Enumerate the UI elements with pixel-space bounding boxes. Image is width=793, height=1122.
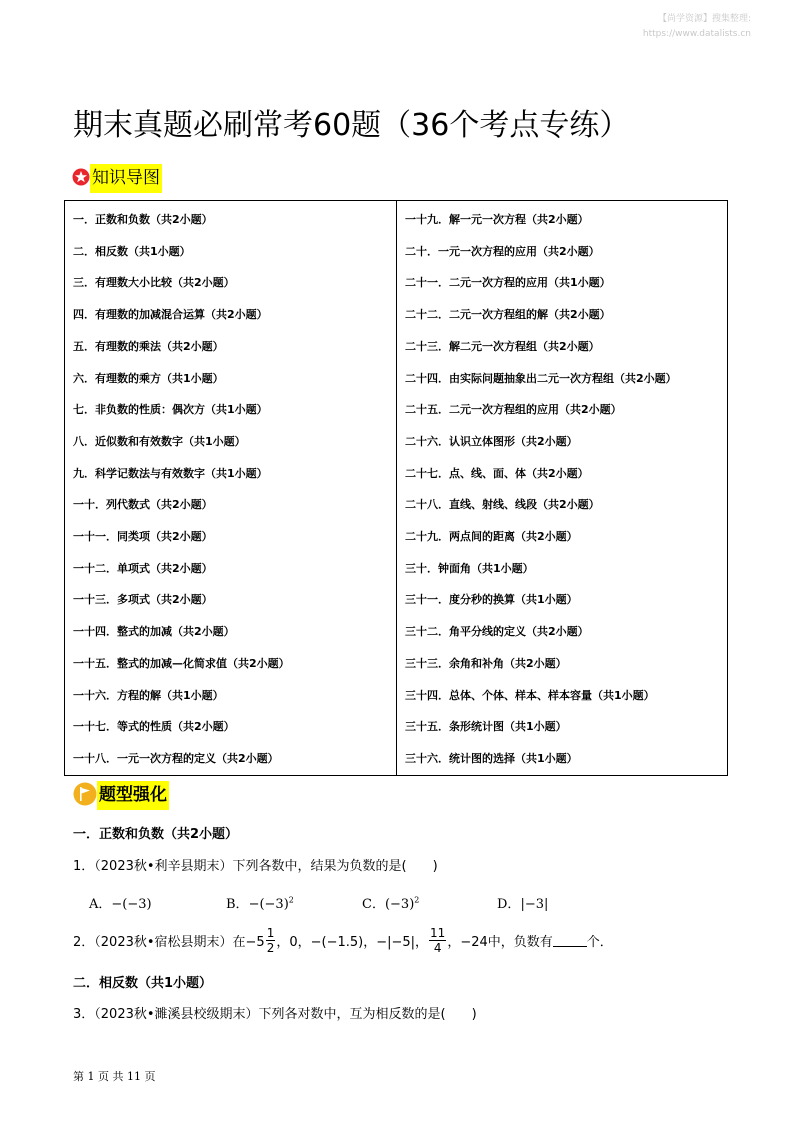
toc-item: 九．科学记数法与有效数字（共1小题） [73,466,268,480]
toc-item: 三十五．条形统计图（共1小题） [405,720,567,734]
toc-item: 三十三．余角和补角（共2小题） [405,656,567,670]
q2-text: ，0，−(−1.5)，−|−5|， [276,935,429,950]
q1-option-b [226,893,294,912]
page-footer: 第 1 页 共 11 页 [73,1070,156,1083]
denominator: 2 [266,941,275,955]
toc-item: 四．有理数的加减混合运算（共2小题） [73,308,268,322]
q1-option-a [89,893,152,912]
fraction [429,926,446,955]
option-label: C． [362,897,385,912]
toc-item: 二十七．点、线、面、体（共2小题） [405,466,589,480]
answer-blank [553,934,587,947]
watermark-line-1: 【尚学资源】搜集整理: [657,14,751,24]
toc-item: 一十一．同类项（共2小题） [73,530,213,544]
toc-item: 一十三．多项式（共2小题） [73,593,213,607]
option-value: (−3) [384,897,415,912]
toc-item: 三十二．角平分线的定义（共2小题） [405,625,589,639]
toc-column-right [397,201,728,776]
option-label: D． [497,897,521,912]
denominator: 4 [433,941,442,955]
toc-item: 一十五．整式的加减—化简求值（共2小题） [73,656,290,670]
toc-item: 二十八．直线、射线、线段（共2小题） [405,498,600,512]
toc-item: 一．正数和负数（共2小题） [73,213,213,226]
toc-item: 二．相反数（共1小题） [73,244,191,258]
q2-text: ，−24中，负数有 [447,935,553,950]
watermark [591,12,751,42]
toc-item: 二十五．二元一次方程组的应用（共2小题） [405,403,622,417]
practice-label: 题型强化 [97,781,169,810]
option-label: B． [226,897,249,912]
watermark-line-2: https://www.datalists.cn [642,29,751,39]
option-value: −(−3) [248,897,289,912]
toc-item: 一十八．一元一次方程的定义（共2小题） [73,751,279,765]
toc-item: 三十四．总体、个体、样本、样本容量（共1小题） [405,688,655,702]
page-title: 期末真题必刷常考60题（36个考点专练） [73,108,630,143]
toc-item: 二十一．二元一次方程的应用（共1小题） [405,276,611,290]
toc-item: 一十九．解一元一次方程（共2小题） [405,213,589,226]
flag-badge-icon [73,782,97,810]
fraction [266,926,276,955]
option-value: −(−3) [111,897,152,912]
toc-item: 二十四．由实际问题抽象出二元一次方程组（共2小题） [405,371,677,385]
toc-item: 一十六．方程的解（共1小题） [73,688,224,702]
q2-text: 个． [586,935,613,950]
question-2 [73,926,613,955]
numerator: 1 [266,926,275,940]
question-section-2: 二．相反数（共1小题） [73,976,213,991]
q2-text: 2．（2023秋•宿松县期末）在−5 [73,935,265,950]
toc-item: 八．近似数和有效数字（共1小题） [73,434,246,448]
question-3: 3．（2023秋•濉溪县校级期末）下列各对数中，互为相反数的是( ) [73,1007,477,1022]
toc-item: 七．非负数的性质：偶次方（共1小题） [73,403,268,417]
exponent: 2 [414,895,420,905]
toc-item: 三十一．度分秒的换算（共1小题） [405,593,578,607]
toc-item: 二十九．两点间的距离（共2小题） [405,530,578,544]
toc-item: 三．有理数大小比较（共2小题） [73,276,235,290]
toc-item: 二十二．二元一次方程组的解（共2小题） [405,308,611,322]
toc-item: 二十六．认识立体图形（共2小题） [405,434,578,448]
option-label: A． [89,897,112,912]
practice-heading [73,781,169,810]
toc-item: 二十．一元一次方程的应用（共2小题） [405,244,600,258]
question-section-1: 一．正数和负数（共2小题） [73,827,239,842]
mindmap-label: 知识导图 [90,164,162,193]
option-value: |−3| [520,897,549,912]
question-1: 1．（2023秋•利辛县期末）下列各数中，结果为负数的是( ) [73,859,438,874]
toc-item: 一十四．整式的加减（共2小题） [73,625,235,639]
toc-item: 一十．列代数式（共2小题） [73,498,213,512]
toc-table [64,200,728,776]
toc-column-left [65,201,397,776]
star-badge-icon [72,168,90,190]
q1-option-c [362,893,419,912]
toc-item: 三十．钟面角（共1小题） [405,561,534,575]
q1-option-d [497,893,548,912]
numerator: 11 [430,926,446,940]
exponent: 2 [288,895,294,905]
toc-item: 一十二．单项式（共2小题） [73,561,213,575]
toc-item: 二十三．解二元一次方程组（共2小题） [405,339,600,353]
toc-item: 三十六．统计图的选择（共1小题） [405,751,578,765]
toc-item: 六．有理数的乘方（共1小题） [73,371,224,385]
toc-item: 一十七．等式的性质（共2小题） [73,720,235,734]
toc-item: 五．有理数的乘法（共2小题） [73,339,224,353]
mindmap-heading [72,164,162,193]
